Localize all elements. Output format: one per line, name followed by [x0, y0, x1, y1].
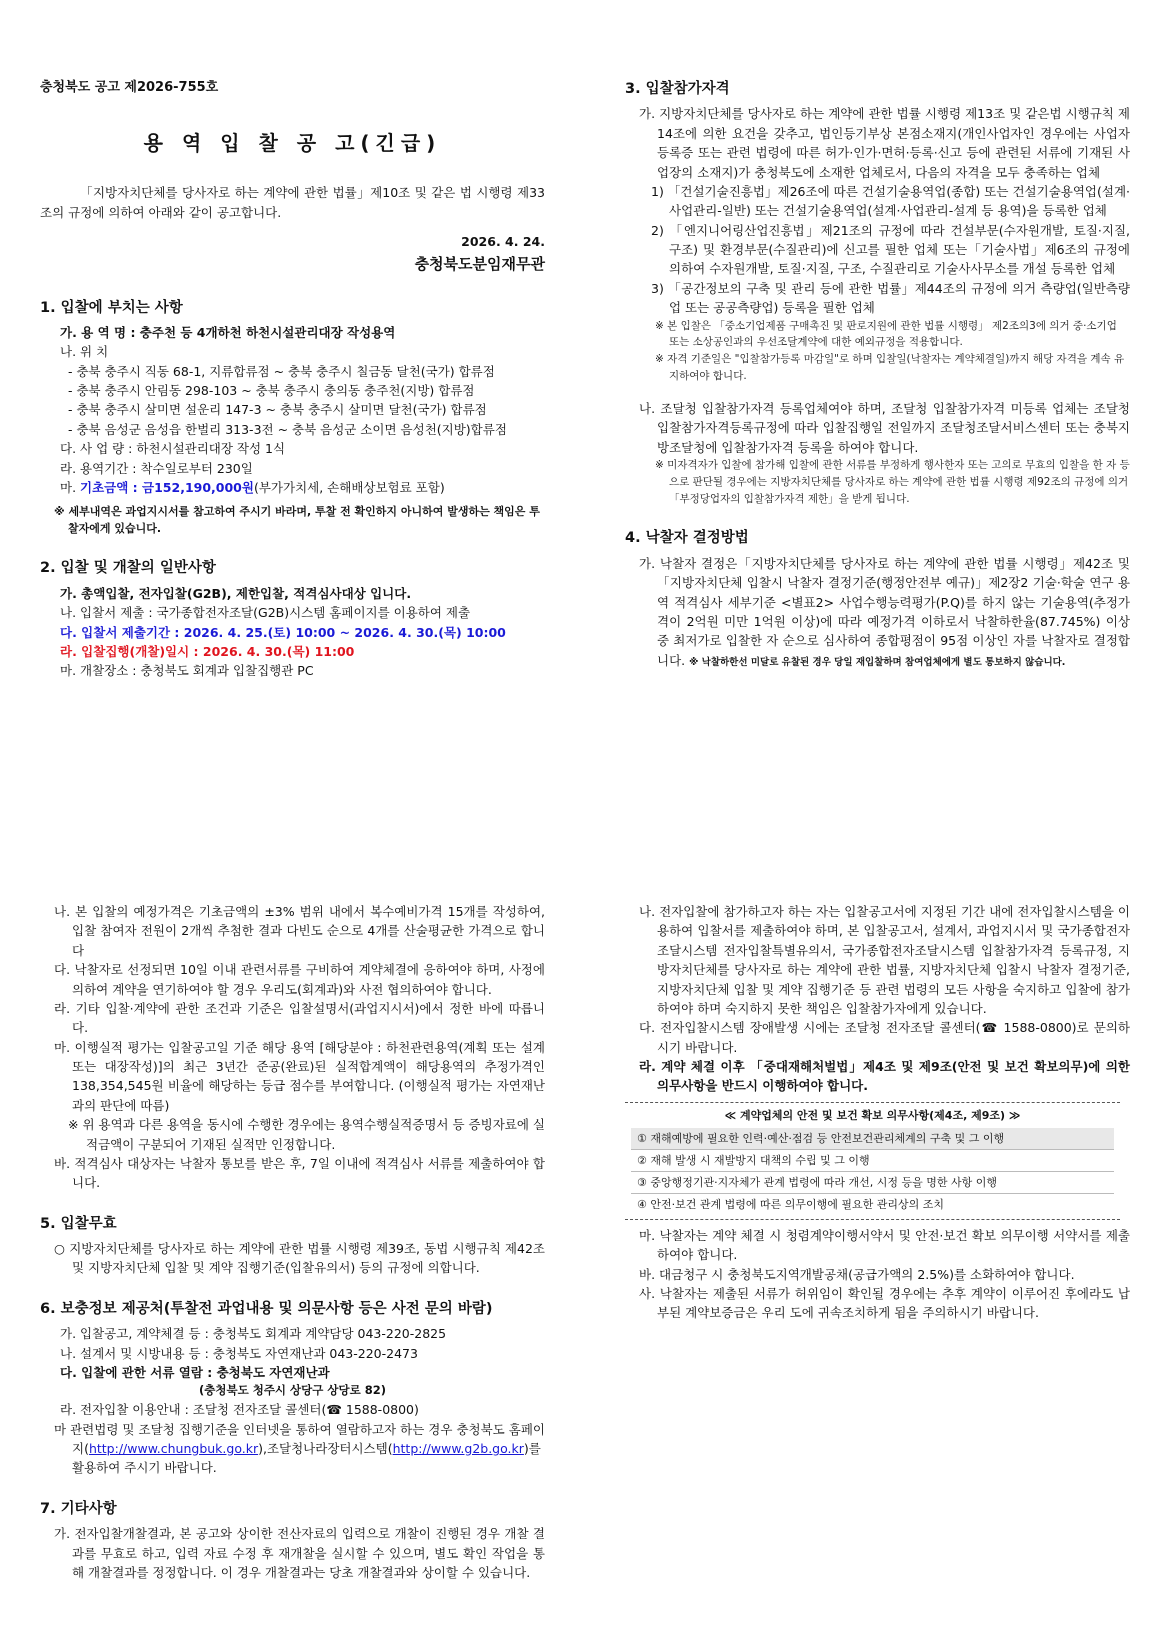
safety-duties-box: [625, 1102, 1120, 1220]
section5-heading: 5. 입찰무효: [40, 1215, 117, 1232]
award-method-d: 라. 기타 입찰·계약에 관한 조건과 기준은 입찰설명서(과업지시서)에서 정한 바에 따릅니다.: [54, 1000, 545, 1036]
opening-place: 마. 개찰장소 : 충청북도 회계과 입찰집행관 PC: [60, 663, 314, 679]
qualification-b: 나. 조달청 입찰참가자격 등록업체여야 하며, 조달청 입찰참가자격 미등록 업체는 조달청 입찰참가자격등록규정에 따라 입찰집행일 전일까지 조달청조달서비스센터 또는 충북지방조달청에 입찰참가자격 등록을 하여야 합니다.: [639, 400, 1130, 455]
other-a: 가. 전자입찰개찰결과, 본 공고와 상이한 전산자료의 입력으로 개찰이 진행된 경우 개찰 결과를 무효로 하고, 입력 자료 수정 후 재개찰을 실시할 수 있으며, 별도 확인 작업을 통해 개찰결과를 정정합니다. 이 경우 개찰결과는 당초 개찰결과와 상이할 수 있습니다.: [54, 1526, 545, 1580]
location-2: - 충북 충주시 안림동 298-103 ~ 충북 충주시 충의동 충주천(지방) 합류점: [68, 383, 475, 399]
section4-heading: 4. 낙찰자 결정방법: [625, 530, 749, 547]
bid-submission: 나. 입찰서 제출 : 국가종합전자조달(G2B)시스템 홈페이지를 이용하여 제출: [60, 605, 471, 621]
location-4: - 충북 음성군 음성읍 한벌리 313-3전 ~ 충북 음성군 소이면 음성천(지방)합류점: [68, 421, 507, 437]
page-title: 용 역 입 찰 공 고(긴급): [143, 131, 442, 156]
other-f: 바. 대금청구 시 충청북도지역개발공채(공급가액의 2.5%)를 소화하여야 합니다.: [639, 1266, 1075, 1282]
issuer: 충청북도분임재무관: [414, 255, 545, 274]
contact-b: 나. 설계서 및 시방내용 등 : 충청북도 자연재난과 043-220-2473: [60, 1345, 418, 1361]
qualification-note-3: ※ 미자격자가 입찰에 참가해 입찰에 관한 서류를 부정하게 행사한자 또는 고의로 무효의 입찰을 한 자 등으로 판단될 경우에는 지방자치단체를 당사자로 하는 계약에 관한 법률 시행령 제92조의 규정에 의거「부정당업자의 입찰참가자격 제한」을 받게 됩니다.: [655, 458, 1130, 505]
location-label: 나. 위 치: [60, 344, 109, 360]
contact-d: 라. 전자입찰 이용안내 : 조달청 전자조달 콜센터(☎ 1588-0800): [60, 1402, 419, 1418]
left-column-bottom: [40, 902, 545, 1582]
section3-heading: 3. 입찰참가자격: [625, 81, 730, 97]
right-column-bottom: [625, 902, 1130, 1323]
award-method-e: 마. 이행실적 평가는 입찰공고일 기준 해당 용역 [해당분야 : 하천관련용역(계획 또는 설계 또는 대장작성)]의 최근 3년간 준공(완료)된 실적합계액이 해당용역의 추정가격인 138,354,545원 비율에 해당하는 등급 점수를 부여합니다. (이행실적 평가는 자연재난과의 판단에 따름): [54, 1039, 545, 1113]
safety-item-2: ② 재해 발생 시 재발방지 대책의 수립 및 그 이행: [631, 1150, 1114, 1172]
section1-note: ※ 세부내역은 과업지시서를 참고하여 주시기 바라며, 투찰 전 확인하지 아니하여 발생하는 책임은 투찰자에게 있습니다.: [54, 505, 540, 536]
qualification-a: 가. 지방자치단체를 당사자로 하는 계약에 관한 법률 시행령 제13조 및 같은법 시행규칙 제14조에 의한 요건을 갖추고, 법인등기부상 본점소재지(개인사업자인 경우에는 사업자등록증 또는 관련 법령에 따른 허가·인가·면허·등록·신고 등에 관련된 서류에 기재된 사업장의 소재지)가 충청북도에 소재한 업체로서, 다음의 자격을 모두 충족하는 업체: [639, 106, 1130, 180]
section6-heading: 6. 보충정보 제공처(투찰전 과업내용 및 의문사항 등은 사전 문의 바람): [40, 1300, 493, 1317]
location-3: - 충북 충주시 살미면 설운리 147-3 ~ 충북 충주시 살미면 달천(국가) 합류점: [68, 402, 487, 418]
section7-heading: 7. 기타사항: [40, 1500, 117, 1517]
award-method-a: 가. 낙찰자 결정은「지방자치단체를 당사자로 하는 계약에 관한 법률 시행령」제42조 및「지방자치단체 입찰시 낙찰자 결정기준(행정안전부 예규)」제2장2 기술·학술 연구 용역 적격심사 세부기준 <별표2> 사업수행능력평가(P.Q)를 하지 않는 기술용역(추정가격이 2억원 미만 1억원 이상)에 따라 예정가격 이하로서 낙찰하한율(87.745%) 이상 중 최저가로 입찰한 자 순으로 심사하여 종합평점이 95점 이상인 자를 낙찰자로 결정합니다. ※ 낙찰하한선 미달로 유찰된 경우 당일 재입찰하며 참여업체에게 별도 통보하지 않습니다.: [639, 555, 1130, 668]
bid-opening-time: 라. 입찰집행(개찰)일시 : 2026. 4. 30.(목) 11:00: [60, 644, 355, 660]
bid-period: 다. 입찰서 제출기간 : 2026. 4. 25.(토) 10:00 ~ 2026. 4. 30.(목) 10:00: [60, 624, 506, 640]
contact-c: 다. 입찰에 관한 서류 열람 : 충청북도 자연재난과: [60, 1365, 330, 1381]
location-1: - 충북 충주시 직동 68-1, 지류합류점 ~ 충북 충주시 칠금동 달천(국가) 합류점: [68, 363, 495, 379]
chungbuk-link[interactable]: http://www.chungbuk.go.kr: [88, 1441, 259, 1456]
qualification-a1: 1) 「건설기술진흥법」제26조에 따른 건설기술용역업(종합) 또는 건설기술용역업(설계·사업관리-일반) 또는 건설기술용역업(설계·사업관리-설계 등 용역)을 등록한 업체: [651, 183, 1130, 219]
section2-heading: 2. 입찰 및 개찰의 일반사항: [40, 560, 216, 577]
award-method-e-note: ※ 위 용역과 다른 용역을 동시에 수행한 경우에는 용역수행실적증명서 등 증빙자료에 실적금액이 구분되어 기재된 실적만 인정합니다.: [68, 1117, 545, 1152]
base-price: 마. 기초금액 : 금152,190,000원(부가가치세, 손해배상보험료 포함): [60, 479, 445, 495]
announcement-date: 2026. 4. 24.: [461, 233, 545, 249]
safety-item-1: ① 재해예방에 필요한 인력·예산·점검 등 안전보건관리체계의 구축 및 그 이행: [631, 1128, 1114, 1150]
other-c: 다. 전자입찰시스템 장애발생 시에는 조달청 전자조달 콜센터(☎ 1588-0800)로 문의하시기 바랍니다.: [639, 1020, 1130, 1055]
right-column-top: [625, 78, 1130, 670]
other-g: 사. 낙찰자는 제출된 서류가 허위임이 확인될 경우에는 추후 계약이 이루어진 후에라도 납부된 계약보증금은 우리 도에 귀속조치하게 됨을 주의하시기 바랍니다.: [639, 1286, 1130, 1321]
service-name: 가. 용 역 명 : 충주천 등 4개하천 하천시설관리대장 작성용역: [60, 324, 396, 340]
safety-item-3: ③ 중앙행정기관·지자체가 관계 법령에 따라 개선, 시정 등을 명한 사항 이행: [631, 1172, 1114, 1194]
intro-text: 「지방자치단체를 당사자로 하는 계약에 관한 법률」제10조 및 같은 법 시행령 제33조의 규정에 의하여 아래와 같이 공고합니다.: [40, 185, 545, 220]
contact-a: 가. 입찰공고, 계약체결 등 : 충청북도 회계과 계약담당 043-220-2825: [60, 1326, 447, 1342]
scope: 다. 사 업 량 : 하천시설관리대장 작성 1식: [60, 441, 286, 457]
announcement-number: 충청북도 공고 제2026-755호: [40, 80, 219, 95]
qualification-a3: 3) 「공간정보의 구축 및 관리 등에 관한 법률」제44조의 규정에 의거 측량업(일반측량업 또는 공공측량업) 등록을 필한 업체: [651, 280, 1130, 316]
other-b: 나. 전자입찰에 참가하고자 하는 자는 입찰공고서에 지정된 기간 내에 전자입찰시스템을 이용하여 입찰서를 제출하여야 하며, 본 입찰공고서, 설계서, 과업지시서 및 국가종합전자조달시스템 전자입찰특별유의서, 국가종합전자조달시스템 입찰참가자격 등록규정, 지방자치단체를 당사자로 하는 계약에 관한 법률, 지방자치단체 입찰시 낙찰자 결정기준, 지방자치단체 입찰 및 계약 집행기준 등 관련 법령의 모든 사항을 숙지하고 입찰에 참가하여야 하며 숙지하지 못한 책임은 입찰참가자에게 있습니다.: [639, 904, 1130, 1016]
invalid-bid: ○ 지방자치단체를 당사자로 하는 계약에 관한 법률 시행령 제39조, 동법 시행규칙 제42조 및 지방자치단체 입찰 및 계약 집행기준(입찰유의서) 등의 규정에 의합니다.: [54, 1241, 545, 1276]
award-method-f: 바. 적격심사 대상자는 낙찰자 통보를 받은 후, 7일 이내에 적격심사 서류를 제출하여야 합니다.: [54, 1155, 545, 1191]
qualification-note-1: ※ 본 입찰은 「중소기업제품 구매촉진 및 판로지원에 관한 법률 시행령」 제2조의3에 의거 중·소기업 또는 소상공인과의 우선조달계약에 대한 예외규정을 적용합니다.: [655, 319, 1117, 349]
g2b-link[interactable]: http://www.g2b.go.kr: [392, 1441, 524, 1456]
award-method-c: 다. 낙찰자로 선정되면 10일 이내 관련서류를 구비하여 계약체결에 응하여야 하며, 사정에 의하여 계약을 연기하여야 할 경우 우리도(회계과)와 사전 협의하여야 합니다.: [54, 962, 545, 997]
qualification-note-2: ※ 자격 기준일은 "입찰참가등록 마감일"로 하며 입찰일(낙찰자는 계약체결일)까지 해당 자격을 계속 유지하여야 합니다.: [655, 353, 1125, 382]
other-e: 마. 낙찰자는 계약 체결 시 청렴계약이행서약서 및 안전·보건 확보 의무이행 서약서를 제출하여야 합니다.: [639, 1227, 1130, 1263]
contact-c-address: (충청북도 청주시 상당구 상당로 82): [199, 1383, 386, 1398]
period: 라. 용역기간 : 착수일로부터 230일: [60, 460, 253, 476]
contact-e: 마 관련법령 및 조달청 집행기준을 인터넷을 통하여 열람하고자 하는 경우 충청북도 홈페이지(http://www.chungbuk.go.kr),조달청나라장터시스템(http://www.g2b.go.kr)를 활용하여 주시기 바랍니다.: [54, 1421, 545, 1476]
safety-item-4: ④ 안전·보건 관계 법령에 따른 의무이행에 필요한 관리상의 조치: [637, 1197, 944, 1211]
section1-heading: 1. 입찰에 부치는 사항: [40, 299, 183, 316]
other-d: 라. 계약 체결 이후 「중대재해처벌법」제4조 및 제9조(안전 및 보건 확보의무)에 의한 의무사항을 반드시 이행하여야 합니다.: [639, 1059, 1130, 1094]
award-method-b: 나. 본 입찰의 예정가격은 기초금액의 ±3% 범위 내에서 복수예비가격 15개를 작성하여, 입찰 참여자 전원이 2개씩 추첨한 결과 다빈도 순으로 4개를 산술평균한 가격으로 합니다: [54, 904, 545, 958]
bid-type: 가. 총액입찰, 전자입찰(G2B), 제한입찰, 적격심사대상 입니다.: [60, 585, 412, 601]
safety-box-title: ≪ 계약업체의 안전 및 보건 확보 의무사항(제4조, 제9조) ≫: [724, 1108, 1021, 1122]
qualification-a2: 2) 「엔지니어링산업진흥법」제21조의 규정에 따라 건설부문(수자원개발, 토질·지질, 구조) 및 환경부문(수질관리)에 신고를 필한 업체 또는「기술사법」제6조의 규정에 의하여 수자원개발, 토질·지질, 구조, 수질관리로 기술사사무소를 개설 등록한 업체: [651, 222, 1130, 277]
left-column-top: [40, 78, 545, 681]
